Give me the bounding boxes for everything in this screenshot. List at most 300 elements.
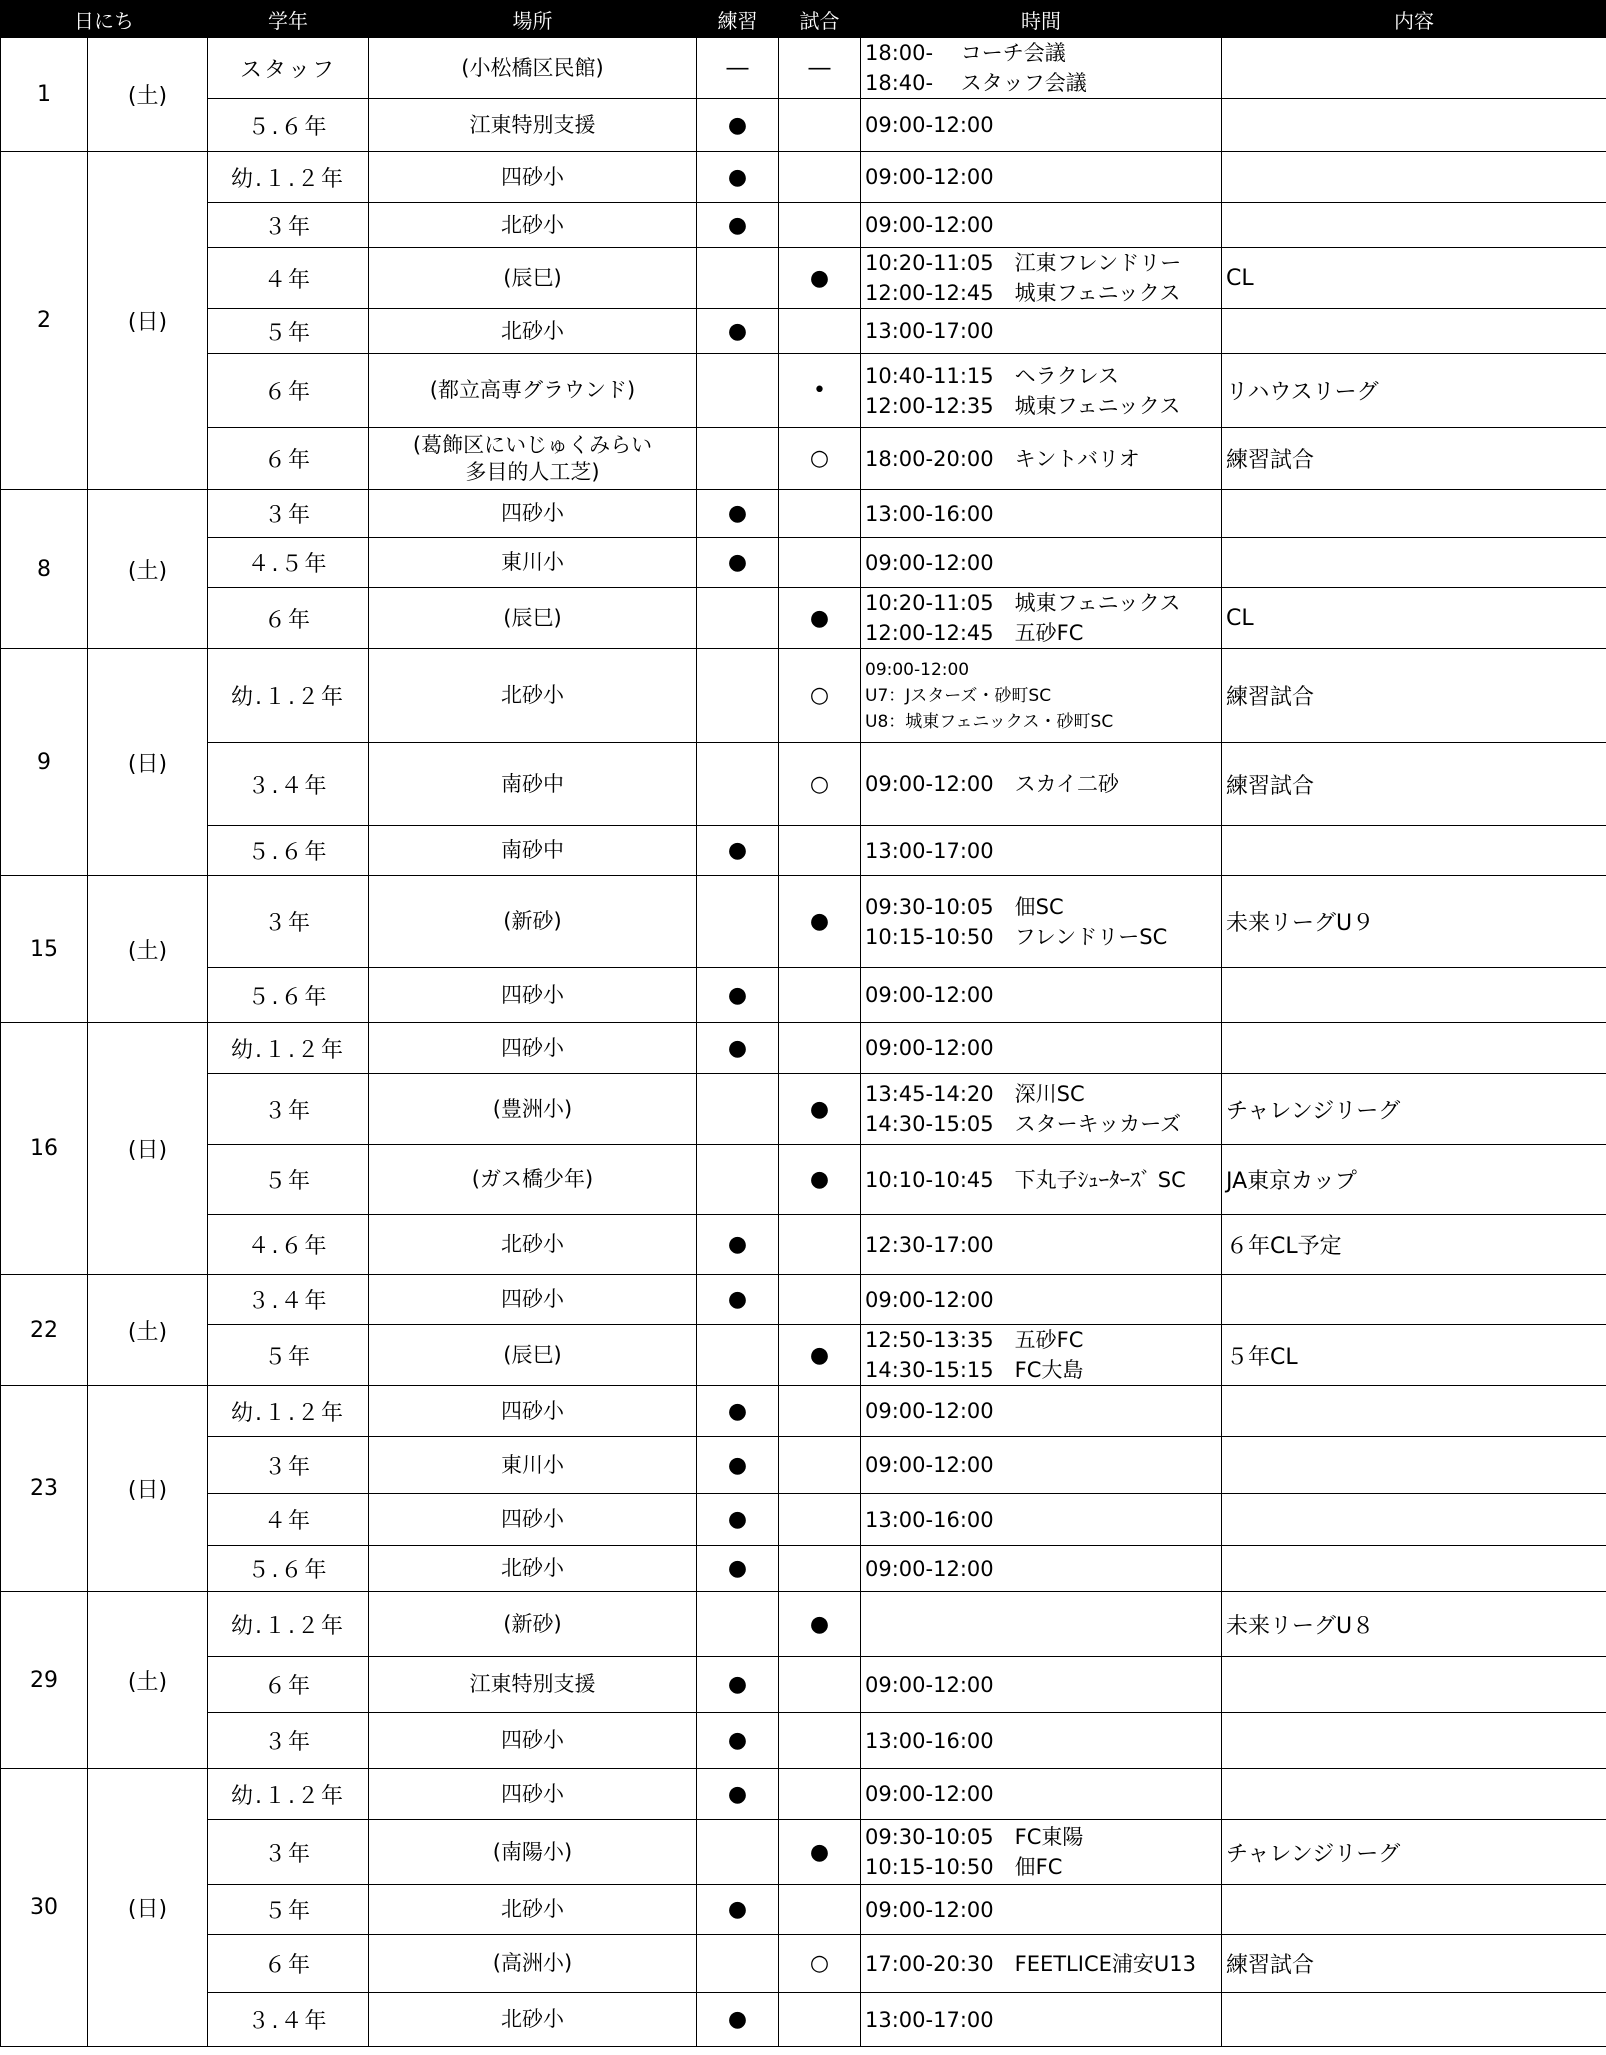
content-cell <box>1222 1275 1606 1325</box>
match-mark <box>779 1713 861 1769</box>
practice-mark: ● <box>697 1769 779 1820</box>
time-line: 14:30-15:15 FC大島 <box>865 1358 1084 1382</box>
grade-cell: ３年 <box>208 1074 369 1145</box>
time-line: 10:10-10:45 下丸子ｼｭｰﾀｰｽﾞ SC <box>865 1167 1186 1192</box>
time-line: 09:00-12:00 <box>865 1672 994 1697</box>
time-line: 13:00-17:00 <box>865 2007 994 2032</box>
content-cell <box>1222 1386 1606 1437</box>
schedule-body <box>1 38 1606 2047</box>
time-cell <box>861 1074 1222 1145</box>
place-line: 北砂小 <box>501 683 564 707</box>
practice-mark: ● <box>697 490 779 538</box>
match-mark: ● <box>779 248 861 309</box>
schedule-row <box>1 1769 1606 1820</box>
time-cell <box>861 826 1222 876</box>
match-mark <box>779 1993 861 2047</box>
place-cell <box>369 1713 697 1769</box>
time-cell <box>861 38 1222 99</box>
place-cell <box>369 38 697 99</box>
time-line: 09:00-12:00 <box>865 1453 994 1477</box>
time-cell <box>861 1657 1222 1713</box>
match-mark: ○ <box>779 1935 861 1993</box>
practice-mark <box>697 428 779 490</box>
day-of-week: (土) <box>88 490 208 649</box>
practice-mark: ● <box>697 99 779 152</box>
practice-mark <box>697 876 779 968</box>
place-cell <box>369 309 697 354</box>
place-line: 四砂小 <box>501 982 564 1007</box>
time-cell <box>861 428 1222 490</box>
time-line: 09:00-12:00 <box>865 1897 994 1922</box>
place-cell <box>369 248 697 309</box>
place-line: 北砂小 <box>501 212 564 237</box>
header-date: 日にち <box>1 1 208 38</box>
day-of-week: (日) <box>88 1023 208 1275</box>
match-mark <box>779 1657 861 1713</box>
place-line: (新砂) <box>503 1611 562 1636</box>
place-cell <box>369 1386 697 1437</box>
time-cell <box>861 1437 1222 1494</box>
match-mark <box>779 538 861 588</box>
header-grade: 学年 <box>208 1 369 38</box>
time-line: 09:00-12:00 <box>865 1287 994 1312</box>
time-line: 12:00-12:45 城東フェニックス <box>865 281 1181 305</box>
place-line: 四砂小 <box>501 164 564 189</box>
practice-mark <box>697 1820 779 1885</box>
practice-mark: ● <box>697 826 779 876</box>
schedule-row <box>1 1713 1606 1769</box>
content-cell: 未来リーグU９ <box>1222 876 1606 968</box>
match-mark: ● <box>779 1074 861 1145</box>
content-cell <box>1222 203 1606 248</box>
content-cell: ５年CL <box>1222 1325 1606 1386</box>
content-cell: チャレンジリーグ <box>1222 1820 1606 1885</box>
content-cell <box>1222 538 1606 588</box>
day-date: 29 <box>1 1592 88 1769</box>
day-date: 2 <box>1 152 88 490</box>
time-cell <box>861 1592 1222 1657</box>
grade-cell: ６年 <box>208 1657 369 1713</box>
practice-mark: ● <box>697 1657 779 1713</box>
grade-cell: 幼.１.２年 <box>208 1592 369 1657</box>
content-cell: CL <box>1222 588 1606 649</box>
place-cell <box>369 1935 697 1993</box>
grade-cell: ５.６年 <box>208 1546 369 1592</box>
time-line: 09:00-12:00 <box>865 659 970 680</box>
schedule-row <box>1 588 1606 649</box>
content-cell <box>1222 1546 1606 1592</box>
schedule-row <box>1 152 1606 203</box>
header-practice: 練習 <box>697 1 779 38</box>
practice-mark: ● <box>697 1023 779 1074</box>
grade-cell: ３年 <box>208 1437 369 1494</box>
grade-cell: ４.６年 <box>208 1215 369 1275</box>
time-line: 12:00-12:45 五砂FC <box>865 621 1084 645</box>
schedule-row <box>1 248 1606 309</box>
schedule-row <box>1 1546 1606 1592</box>
time-line: 10:15-10:50 佃FC <box>865 1855 1063 1879</box>
place-line: 北砂小 <box>501 1897 564 1921</box>
content-cell <box>1222 1885 1606 1935</box>
content-cell <box>1222 1993 1606 2047</box>
time-cell <box>861 152 1222 203</box>
content-cell: ６年CL予定 <box>1222 1215 1606 1275</box>
place-cell <box>369 1657 697 1713</box>
time-cell <box>861 1145 1222 1215</box>
time-line: 13:00-16:00 <box>865 501 994 526</box>
place-cell <box>369 588 697 649</box>
time-line: 13:00-16:00 <box>865 1728 994 1753</box>
schedule-row <box>1 1145 1606 1215</box>
day-of-week: (土) <box>88 1275 208 1386</box>
time-line: U8：城東フェニックス・砂町SC <box>865 711 1114 732</box>
place-line: (辰巳) <box>503 265 562 290</box>
place-line: 四砂小 <box>501 1507 564 1531</box>
practice-mark: ● <box>697 309 779 354</box>
content-cell: JA東京カップ <box>1222 1145 1606 1215</box>
content-cell <box>1222 968 1606 1023</box>
grade-cell: 幼.１.２年 <box>208 1023 369 1074</box>
schedule-row <box>1 1215 1606 1275</box>
place-cell <box>369 538 697 588</box>
time-line: 13:00-17:00 <box>865 319 994 343</box>
schedule-row <box>1 1023 1606 1074</box>
place-line: (都立高専グラウンド) <box>429 378 636 402</box>
schedule-row <box>1 649 1606 743</box>
schedule-row <box>1 1275 1606 1325</box>
match-mark <box>779 1885 861 1935</box>
place-line: 南砂中 <box>501 771 564 796</box>
content-cell <box>1222 1437 1606 1494</box>
time-line: 10:40-11:15 ヘラクレス <box>865 363 1119 388</box>
place-line: (南陽小) <box>492 1839 573 1864</box>
place-line: 四砂小 <box>501 1398 564 1423</box>
place-line: 北砂小 <box>501 1232 564 1256</box>
day-of-week: (日) <box>88 1386 208 1592</box>
content-cell: 未来リーグU８ <box>1222 1592 1606 1657</box>
grade-cell: ３年 <box>208 876 369 968</box>
practice-mark <box>697 1145 779 1215</box>
content-cell: 練習試合 <box>1222 1935 1606 1993</box>
practice-mark <box>697 649 779 743</box>
time-cell <box>861 99 1222 152</box>
place-cell <box>369 743 697 826</box>
time-cell <box>861 1023 1222 1074</box>
schedule-row <box>1 1657 1606 1713</box>
grade-cell: ３年 <box>208 203 369 248</box>
place-line: 四砂小 <box>501 1781 564 1806</box>
grade-cell: ５年 <box>208 309 369 354</box>
practice-mark: ● <box>697 968 779 1023</box>
time-cell <box>861 1820 1222 1885</box>
match-mark <box>779 99 861 152</box>
place-line: 北砂小 <box>501 1556 564 1580</box>
grade-cell: ３年 <box>208 1713 369 1769</box>
schedule-row <box>1 1437 1606 1494</box>
content-cell <box>1222 1769 1606 1820</box>
grade-cell: ３年 <box>208 490 369 538</box>
grade-cell: ３.４年 <box>208 1993 369 2047</box>
grade-cell: ４年 <box>208 1494 369 1546</box>
time-line: 09:00-12:00 <box>865 1782 994 1806</box>
match-mark: ○ <box>779 428 861 490</box>
time-cell <box>861 1769 1222 1820</box>
time-line: 09:00-12:00 <box>865 113 994 137</box>
grade-cell: 幼.１.２年 <box>208 649 369 743</box>
grade-cell: ５.６年 <box>208 99 369 152</box>
practice-mark <box>697 1325 779 1386</box>
schedule-row <box>1 876 1606 968</box>
time-line: 14:30-15:05 スターキッカーズ <box>865 1112 1182 1136</box>
time-line: 12:30-17:00 <box>865 1232 994 1257</box>
time-line: 09:00-12:00 <box>865 1556 994 1581</box>
match-mark <box>779 1386 861 1437</box>
content-cell: チャレンジリーグ <box>1222 1074 1606 1145</box>
time-cell <box>861 1885 1222 1935</box>
time-line: 09:00-12:00 <box>865 213 994 237</box>
practice-mark: ● <box>697 1494 779 1546</box>
match-mark <box>779 203 861 248</box>
time-line: 12:00-12:35 城東フェニックス <box>865 393 1181 418</box>
content-cell <box>1222 309 1606 354</box>
time-cell <box>861 968 1222 1023</box>
place-cell <box>369 1592 697 1657</box>
practice-mark <box>697 248 779 309</box>
day-of-week: (土) <box>88 38 208 152</box>
place-cell <box>369 428 697 490</box>
grade-cell: ３.４年 <box>208 1275 369 1325</box>
time-cell <box>861 538 1222 588</box>
content-cell <box>1222 1494 1606 1546</box>
time-line: 13:00-16:00 <box>865 1507 994 1532</box>
grade-cell: ３年 <box>208 1820 369 1885</box>
header-content: 内容 <box>1222 1 1606 38</box>
place-line: (辰巳) <box>503 1342 562 1367</box>
place-line: 四砂小 <box>501 1035 564 1060</box>
schedule-row <box>1 1820 1606 1885</box>
time-cell <box>861 1494 1222 1546</box>
content-cell <box>1222 490 1606 538</box>
place-line: 四砂小 <box>501 1728 564 1752</box>
grade-cell: ５年 <box>208 1145 369 1215</box>
place-line: (新砂) <box>503 909 562 933</box>
grade-cell: 幼.１.２年 <box>208 1386 369 1437</box>
content-cell: 練習試合 <box>1222 743 1606 826</box>
place-cell <box>369 1885 697 1935</box>
place-cell <box>369 354 697 428</box>
day-of-week: (土) <box>88 1592 208 1769</box>
schedule-row <box>1 538 1606 588</box>
time-line: 17:00-20:30 FEETLICE浦安U13 <box>865 1951 1196 1976</box>
time-cell <box>861 309 1222 354</box>
practice-mark: ● <box>697 1993 779 2047</box>
header-place: 場所 <box>369 1 697 38</box>
grade-cell: スタッフ <box>208 38 369 99</box>
schedule-row <box>1 490 1606 538</box>
time-cell <box>861 1275 1222 1325</box>
practice-mark <box>697 1592 779 1657</box>
grade-cell: ５年 <box>208 1325 369 1386</box>
place-cell <box>369 1437 697 1494</box>
place-line: (豊洲小) <box>492 1096 573 1121</box>
match-mark: • <box>779 354 861 428</box>
match-mark: ● <box>779 1820 861 1885</box>
grade-cell: ４年 <box>208 248 369 309</box>
grade-cell: ６年 <box>208 428 369 490</box>
practice-mark <box>697 1935 779 1993</box>
time-cell <box>861 490 1222 538</box>
content-cell: 練習試合 <box>1222 428 1606 490</box>
match-mark <box>779 1023 861 1074</box>
practice-mark: ● <box>697 1215 779 1275</box>
practice-mark: ● <box>697 1437 779 1494</box>
schedule-row <box>1 1325 1606 1386</box>
time-line: 10:20-11:05 城東フェニックス <box>865 591 1181 615</box>
match-mark: ● <box>779 876 861 968</box>
content-cell: 練習試合 <box>1222 649 1606 743</box>
schedule-row <box>1 1592 1606 1657</box>
match-mark <box>779 1494 861 1546</box>
practice-mark <box>697 743 779 826</box>
place-line: 江東特別支援 <box>469 112 596 137</box>
time-cell <box>861 1993 1222 2047</box>
day-date: 30 <box>1 1769 88 2047</box>
place-cell <box>369 1993 697 2047</box>
schedule-row <box>1 1386 1606 1437</box>
day-date: 23 <box>1 1386 88 1592</box>
practice-mark: ● <box>697 1386 779 1437</box>
place-cell <box>369 1769 697 1820</box>
place-line: 東川小 <box>501 1452 564 1477</box>
place-cell <box>369 826 697 876</box>
schedule-row <box>1 968 1606 1023</box>
place-line: (小松橋区民館) <box>461 55 604 80</box>
place-cell <box>369 99 697 152</box>
place-cell <box>369 1074 697 1145</box>
time-cell <box>861 1546 1222 1592</box>
schedule-row <box>1 1993 1606 2047</box>
day-date: 22 <box>1 1275 88 1386</box>
match-mark: ● <box>779 588 861 649</box>
place-line: 四砂小 <box>501 1287 564 1311</box>
time-line: 09:00-12:00 <box>865 1036 994 1060</box>
grade-cell: 幼.１.２年 <box>208 152 369 203</box>
place-line: 北砂小 <box>501 2007 564 2031</box>
match-mark <box>779 1437 861 1494</box>
time-cell <box>861 248 1222 309</box>
time-line: 09:30-10:05 FC東陽 <box>865 1825 1084 1849</box>
place-cell <box>369 968 697 1023</box>
time-line: 09:00-12:00 <box>865 1399 994 1423</box>
grade-cell: ５年 <box>208 1885 369 1935</box>
place-line: 多目的人工芝) <box>465 459 600 484</box>
match-mark: ● <box>779 1592 861 1657</box>
practice-mark: ● <box>697 1885 779 1935</box>
match-mark <box>779 490 861 538</box>
day-date: 9 <box>1 649 88 876</box>
time-line: 18:40- スタッフ会議 <box>865 71 1087 95</box>
practice-mark <box>697 354 779 428</box>
time-cell <box>861 1325 1222 1386</box>
day-date: 8 <box>1 490 88 649</box>
match-mark: ○ <box>779 649 861 743</box>
schedule-row <box>1 826 1606 876</box>
schedule-row <box>1 38 1606 99</box>
schedule-row <box>1 428 1606 490</box>
place-line: (ガス橋少年) <box>471 1167 594 1191</box>
grade-cell: ５.６年 <box>208 826 369 876</box>
match-mark: ● <box>779 1325 861 1386</box>
time-cell <box>861 743 1222 826</box>
practice-mark: ● <box>697 152 779 203</box>
practice-mark: ● <box>697 538 779 588</box>
place-cell <box>369 1494 697 1546</box>
time-cell <box>861 1215 1222 1275</box>
schedule-row <box>1 354 1606 428</box>
place-cell <box>369 1275 697 1325</box>
content-cell <box>1222 38 1606 99</box>
day-of-week: (日) <box>88 1769 208 2047</box>
practice-mark <box>697 1074 779 1145</box>
practice-mark: ● <box>697 1275 779 1325</box>
time-line: 09:30-10:05 佃SC <box>865 894 1064 919</box>
place-cell <box>369 1820 697 1885</box>
practice-mark: ― <box>697 38 779 99</box>
match-mark <box>779 1546 861 1592</box>
time-line: 13:45-14:20 深川SC <box>865 1082 1085 1106</box>
time-cell <box>861 876 1222 968</box>
grade-cell: ６年 <box>208 588 369 649</box>
match-mark <box>779 1215 861 1275</box>
practice-mark: ● <box>697 203 779 248</box>
practice-mark: ● <box>697 1713 779 1769</box>
place-line: 南砂中 <box>501 838 564 862</box>
day-of-week: (日) <box>88 649 208 876</box>
match-mark: ― <box>779 38 861 99</box>
place-cell <box>369 1215 697 1275</box>
schedule-row <box>1 99 1606 152</box>
schedule-row <box>1 1074 1606 1145</box>
place-cell <box>369 490 697 538</box>
match-mark <box>779 1769 861 1820</box>
time-line: 09:00-12:00 <box>865 165 994 189</box>
practice-mark: ● <box>697 1546 779 1592</box>
place-cell <box>369 1023 697 1074</box>
match-mark: ○ <box>779 743 861 826</box>
match-mark <box>779 152 861 203</box>
day-date: 16 <box>1 1023 88 1275</box>
content-cell <box>1222 826 1606 876</box>
content-cell <box>1222 1657 1606 1713</box>
content-cell <box>1222 152 1606 203</box>
time-line: 12:50-13:35 五砂FC <box>865 1328 1084 1352</box>
content-cell: CL <box>1222 248 1606 309</box>
time-line: 09:00-12:00 <box>865 550 994 575</box>
place-line: (辰巳) <box>503 605 562 630</box>
grade-cell: ６年 <box>208 1935 369 1993</box>
time-cell <box>861 1713 1222 1769</box>
schedule-row <box>1 309 1606 354</box>
time-cell <box>861 1935 1222 1993</box>
schedule-row <box>1 1885 1606 1935</box>
content-cell <box>1222 99 1606 152</box>
place-line: 四砂小 <box>501 501 564 525</box>
day-of-week: (土) <box>88 876 208 1023</box>
grade-cell: ５.６年 <box>208 968 369 1023</box>
schedule-row <box>1 743 1606 826</box>
grade-cell: ６年 <box>208 354 369 428</box>
time-cell <box>861 203 1222 248</box>
